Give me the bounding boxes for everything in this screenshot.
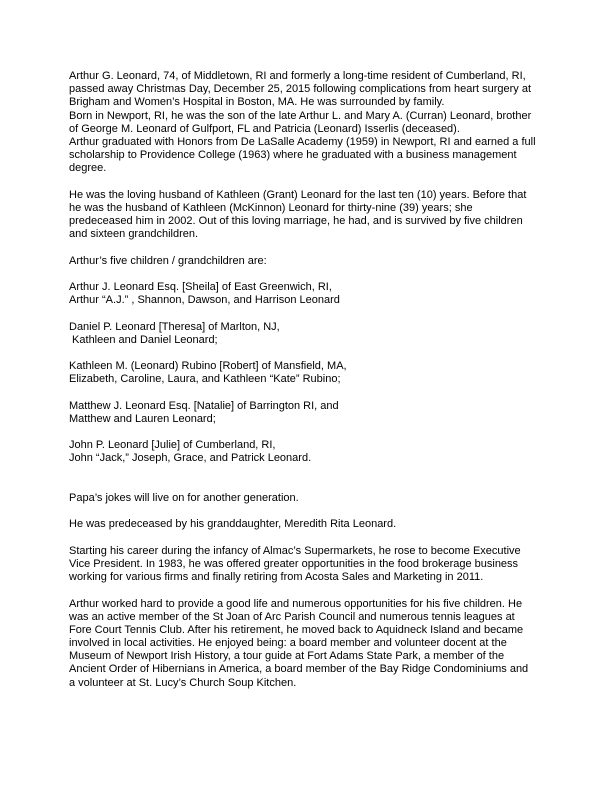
text-line: Brigham and Women’s Hospital in Boston, MA. He was surrounded by family. — [69, 96, 445, 109]
text-line: John “Jack,” Joseph, Grace, and Patrick Leonard. — [69, 452, 312, 465]
text-line: passed away Christmas Day, December 25, 2015 following complications from heart surgery at — [69, 83, 531, 96]
text-line: Arthur G. Leonard, 74, of Middletown, RI and formerly a long-time resident of Cumberland, RI, — [69, 70, 526, 82]
text-line: Vice President. In 1983, he was offered greater opportunities in the food brokerage business — [69, 557, 519, 570]
text-line: Museum of Newport Irish History, a tour guide at Fort Adams State Park, a member of the — [69, 650, 505, 663]
blank-line — [69, 479, 551, 492]
blank-line — [69, 426, 551, 439]
text-line: He was predeceased by his granddaughter, Meredith Rita Leonard. — [69, 518, 397, 531]
text-line: involved in local activities. He enjoyed being: a board member and volunteer docent at the — [69, 637, 507, 650]
text-line: Matthew J. Leonard Esq. [Natalie] of Barrington RI, and — [69, 399, 339, 412]
text-line: John P. Leonard [Julie] of Cumberland, RI, — [69, 439, 276, 452]
text-line: degree. — [69, 162, 107, 175]
text-line: of George M. Leonard of Gulfport, FL and Patricia (Leonard) Isserlis (deceased). — [69, 122, 460, 135]
text-line: predeceased him in 2002. Out of this loving marriage, he had, and is survived by five children — [69, 215, 523, 228]
text-line: Kathleen M. (Leonard) Rubino [Robert] of Mansfield, MA, — [69, 360, 347, 373]
text-line: scholarship to Providence College (1963) where he graduated with a business management — [69, 149, 517, 162]
text-line: Ancient Order of Hibernians in America, a board member of the Bay Ridge Condominiums and — [69, 663, 529, 676]
blank-line — [69, 532, 551, 545]
blank-line — [69, 307, 551, 320]
text-line: Fore Court Tennis Club. After his retirement, he moved back to Aquidneck Island and became — [69, 623, 524, 636]
blank-line — [69, 268, 551, 281]
text-line: Matthew and Lauren Leonard; — [69, 412, 216, 425]
text-line: Daniel P. Leonard [Theresa] of Marlton, NJ, — [69, 320, 280, 333]
blank-line — [69, 505, 551, 518]
blank-line — [69, 347, 551, 360]
text-line: a volunteer at St. Lucy’s Church Soup Kitchen. — [69, 676, 297, 689]
text-line: and sixteen grandchildren. — [69, 228, 199, 241]
text-line: Starting his career during the infancy of Almac’s Supermarkets, he rose to become Executive — [69, 544, 521, 557]
blank-line — [69, 466, 551, 479]
text-line: Kathleen and Daniel Leonard; — [69, 333, 218, 346]
blank-line — [69, 176, 551, 189]
text-line: Arthur’s five children / grandchildren are: — [69, 254, 267, 267]
text-line: Papa’s jokes will live on for another generation. — [69, 492, 299, 504]
text-line: Arthur J. Leonard Esq. [Sheila] of East Greenwich, RI, — [69, 281, 332, 293]
obituary-text — [69, 70, 551, 690]
text-line: Arthur worked hard to provide a good life and numerous opportunities for his five children. He — [69, 597, 523, 610]
text-line: Born in Newport, RI, he was the son of the late Arthur L. and Mary A. (Curran) Leonard, brother — [69, 109, 532, 122]
text-line: Arthur graduated with Honors from De LaSalle Academy (1959) in Newport, RI and earned a full — [69, 135, 536, 148]
text-line: he was the husband of Kathleen (McKinnon) Leonard for thirty-nine (39) years; she — [69, 201, 473, 214]
text-line: He was the loving husband of Kathleen (Grant) Leonard for the last ten (10) years. Before that — [69, 188, 527, 201]
blank-line — [69, 241, 551, 254]
text-line: Arthur “A.J.” , Shannon, Dawson, and Harrison Leonard — [69, 294, 340, 307]
text-line: was an active member of the St Joan of Arc Parish Council and numerous tennis leagues at — [69, 610, 515, 623]
text-line: working for various firms and finally retiring from Acosta Sales and Marketing in 2011. — [69, 571, 484, 584]
blank-line — [69, 387, 551, 400]
blank-line — [69, 584, 551, 597]
text-line: Elizabeth, Caroline, Laura, and Kathleen “Kate” Rubino; — [69, 373, 341, 386]
